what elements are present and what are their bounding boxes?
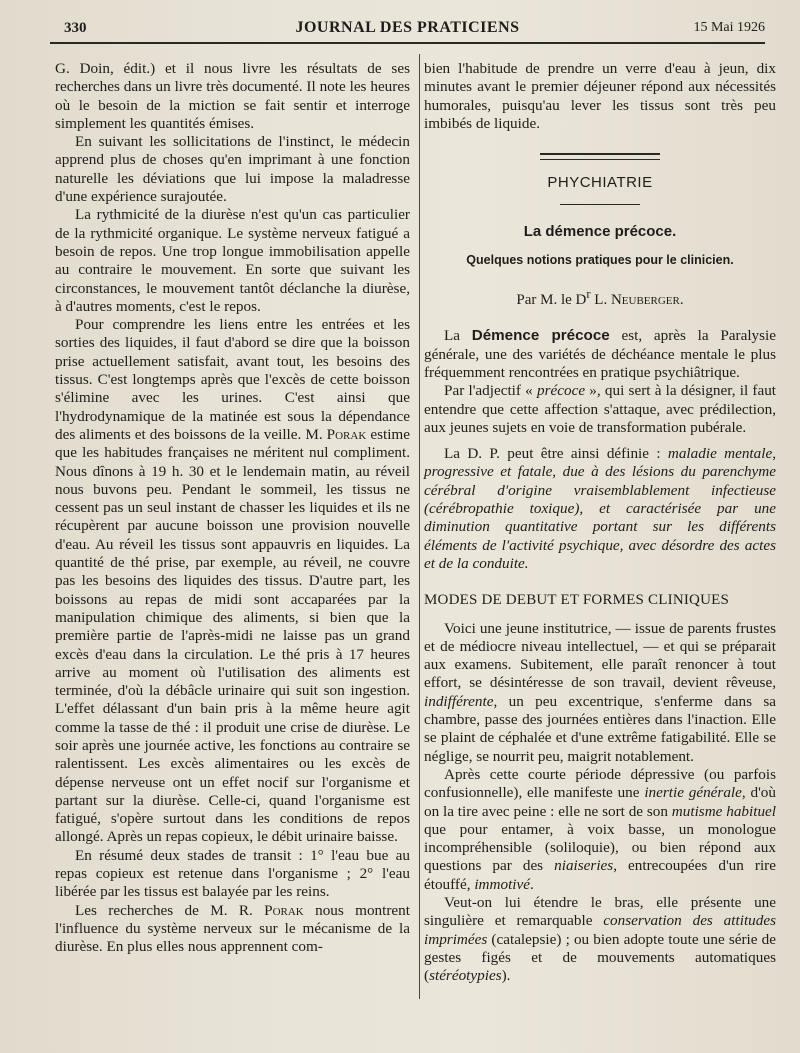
paragraph-text: , d'où on la tire avec peine : elle ne sort de son [424, 784, 776, 820]
left-column [55, 60, 410, 957]
paragraph-text: nous montrent l'influence du système nerveux sur le mécanisme de la diurèse. En plus elles nous apprennent com- [55, 901, 410, 956]
paragraph [55, 316, 410, 847]
journal-title: JOURNAL DES PRATICIENS [295, 19, 520, 36]
paragraph: G. Doin, édit.) et il nous livre les résultats de ses recherches dans un livre très documenté. Il note les heures où le besoin de la miction se fait sentir et interroge simplement les quantités émises. [55, 60, 410, 132]
paragraph: En suivant les sollicitations de l'instinct, le médecin apprend plus de choses qu'en imprimant à une fonction naturelle les déviations que lui impose la maladresse d'une expérience surajoutée. [55, 133, 410, 206]
italic-term: conservation des attitudes imprimées [424, 912, 776, 948]
paragraph [424, 620, 776, 766]
paragraph-text: , un peu excentrique, s'enferme dans sa chambre, passe des journées entières dans l'inaction. Elle se plaint de céphalée et d'une extrême fatigabilité. Elle se néglige, se nourrit peu, maigrit notablement. [424, 692, 776, 765]
author-name: Porak [264, 901, 304, 919]
paragraph-text: (catalepsie) ; ou bien adopte toute une série de gestes figés et de mouvements automatiques ( [424, 930, 776, 985]
paragraph-text: Veut-on lui étendre le bras, elle présente une singulière et remarquable [424, 893, 776, 930]
author-initial: L. [590, 292, 611, 309]
paragraph: bien l'habitude de prendre un verre d'eau à jeun, dix minutes avant le premier déjeuner répond aux nécessités humorales, puisqu'au lever les tissus sont très peu imbibés de liquide. [424, 60, 776, 132]
page-number: 330 [64, 20, 87, 36]
article-subtitle: Quelques notions pratiques pour le clinicien. [466, 252, 734, 267]
section-title: PHYCHIATRIE [547, 174, 653, 192]
paragraph-text: Pour comprendre les liens entre les entrées et les sorties des liquides, il faut d'abord se dire que la boisson prise actuellement satisfait, avant tout, les besoins des tissus. C'est longtemps après que l'excès de cette boisson s'élimine avec les urines. C'est ainsi que l'hydrodynamique de la matinée est sous la dépendance des aliments et des boissons de la veille. M. [55, 316, 410, 443]
paragraph-text: Après cette courte période dépressive (ou parfois confusionnelle), elle manifeste une [424, 765, 776, 802]
paragraph-text: , entrecoupées d'un rire étouffé, [424, 857, 776, 893]
issue-date: 15 Mai 1926 [693, 20, 765, 35]
author-suffix: . [679, 292, 684, 309]
italic-term: niaiseries [554, 857, 614, 875]
italic-term: inertie générale [644, 784, 742, 802]
italic-term: stéréotypies [429, 967, 502, 985]
paragraph: La rythmicité de la diurèse n'est qu'un cas particulier de la rythmicité organique. Le système nerveux fatigué a besoin de repos. Une trop longue immobilisation appelle au contraire le mouvement. En sorte que suivant les circonstances, le mouvement tantôt déclanche la diurèse, à d'autres moments, c'est le repos. [55, 206, 410, 315]
page-header [50, 18, 765, 44]
author-name: Porak [326, 425, 367, 443]
author-name: Neuberger [610, 292, 680, 309]
paragraph-text: . [530, 875, 534, 893]
paragraph-text: estime que les habitudes françaises ne méritent nul compliment. Nous dînons à 19 h. 30 et le lendemain matin, au réveil nous buvons peu. Pendant le sommeil, les tissus ne cessent pas un seul instant de chasser les liquides et ils ne récupèrent par aucune boisson une provision nouvelle d'eau. Au réveil les tissus sont appauvris en liquides. La quantité de thé prise, par exemple, au réveil, ne couvre pas les besoins des liquides des tissus. D'autre part, les boissons au repas de midi sont accaparées par la manipulation chimique des aliments, si bien que la première partie de l'après-midi ne laisse pas un grand excès d'eau dans la circulation. Le thé pris à 17 heures arrive au moment où l'utilisation des aliments est terminée, d'où la débâcle urinaire qui suit son ingestion. L'effet délassant d'un bain pris à la même heure agit comme la tasse de thé : il produit une crise de diurèse. Le soir après une journée active, les fonctions au contraire se ralentissent. Les excès alimentaires ou les excès de dépense nerveuse ont un effet nocif sur l'organisme et partant sur la diurèse. Celle-ci, quand l'organisme est fatigué, s'opère surtout dans les conditions de repos allongé. Après un repas copieux, le débit urinaire baisse. [55, 425, 410, 846]
author-sup: r [586, 287, 591, 302]
paragraph [424, 445, 776, 573]
section-rule [560, 204, 640, 205]
article-title: La démence précoce. [523, 223, 677, 241]
article-author [424, 285, 776, 309]
paragraph-text: Par l'adjectif « [444, 382, 538, 400]
italic-definition: maladie mentale, progressive et fatale, due à des lésions du parenchyme cérébral d'origine vraisemblablement infectieuse (cérébropathie toxique), et caractérisée par une diminution quantitative portant sur les différents éléments de l'activité psychique, avec désordre des actes et de la conduite. [424, 445, 776, 572]
paragraph-text: Voici une jeune institutrice, — issue de parents frustes et de médiocre niveau intellectuel, — et qui se préparait aux examens. Subitement, elle paraît renoncer à tout effort, se désintéresse de son travail, devient rêveuse, [424, 619, 776, 692]
paragraph-text: que pour entamer, à voix basse, un monologue incompréhensible (soliloquie), ou bien répond aux questions par des [424, 820, 776, 875]
bold-term: Démence précoce [471, 327, 610, 345]
paragraph [424, 894, 776, 985]
paragraph-text: est, après la Paralysie générale, une des variétés de déchéance mentale le plus fréquemment rencontrées en pratique psychiâtrique. [424, 327, 776, 381]
italic-term: indifférente [424, 692, 494, 710]
subsection-title: MODES DE DEBUT ET FORMES CLINIQUES [424, 592, 730, 609]
section-rule [540, 159, 660, 160]
paragraph [424, 327, 776, 382]
paragraph [424, 766, 776, 894]
italic-term: précoce [537, 382, 586, 400]
paragraph [55, 902, 410, 957]
paragraph-text: Les recherches de M. R. [75, 901, 265, 919]
section-rule [540, 153, 660, 155]
paragraph-text: », qui sert à la désigner, il faut entendre que cette affection s'attaque, avec prédilection, aux jeunes sujets en voie de transformation pubérale. [424, 382, 777, 436]
author-prefix: Par M. le D [516, 292, 587, 309]
paragraph: En résumé deux stades de transit : 1° l'eau bue au repas copieux est retenue dans l'organisme ; 2° l'eau libérée par les tissus est balayée par les reins. [55, 846, 410, 901]
paragraph-text: ). [501, 967, 511, 985]
right-column [424, 60, 776, 985]
paragraph-text: La D. P. peut être ainsi définie : [444, 445, 668, 463]
paragraph-text: La [444, 327, 472, 345]
column-divider [419, 54, 420, 999]
italic-term: mutisme habituel [671, 802, 776, 820]
italic-term: immotivé [474, 875, 530, 893]
spacer [424, 437, 776, 445]
paragraph [424, 382, 776, 437]
